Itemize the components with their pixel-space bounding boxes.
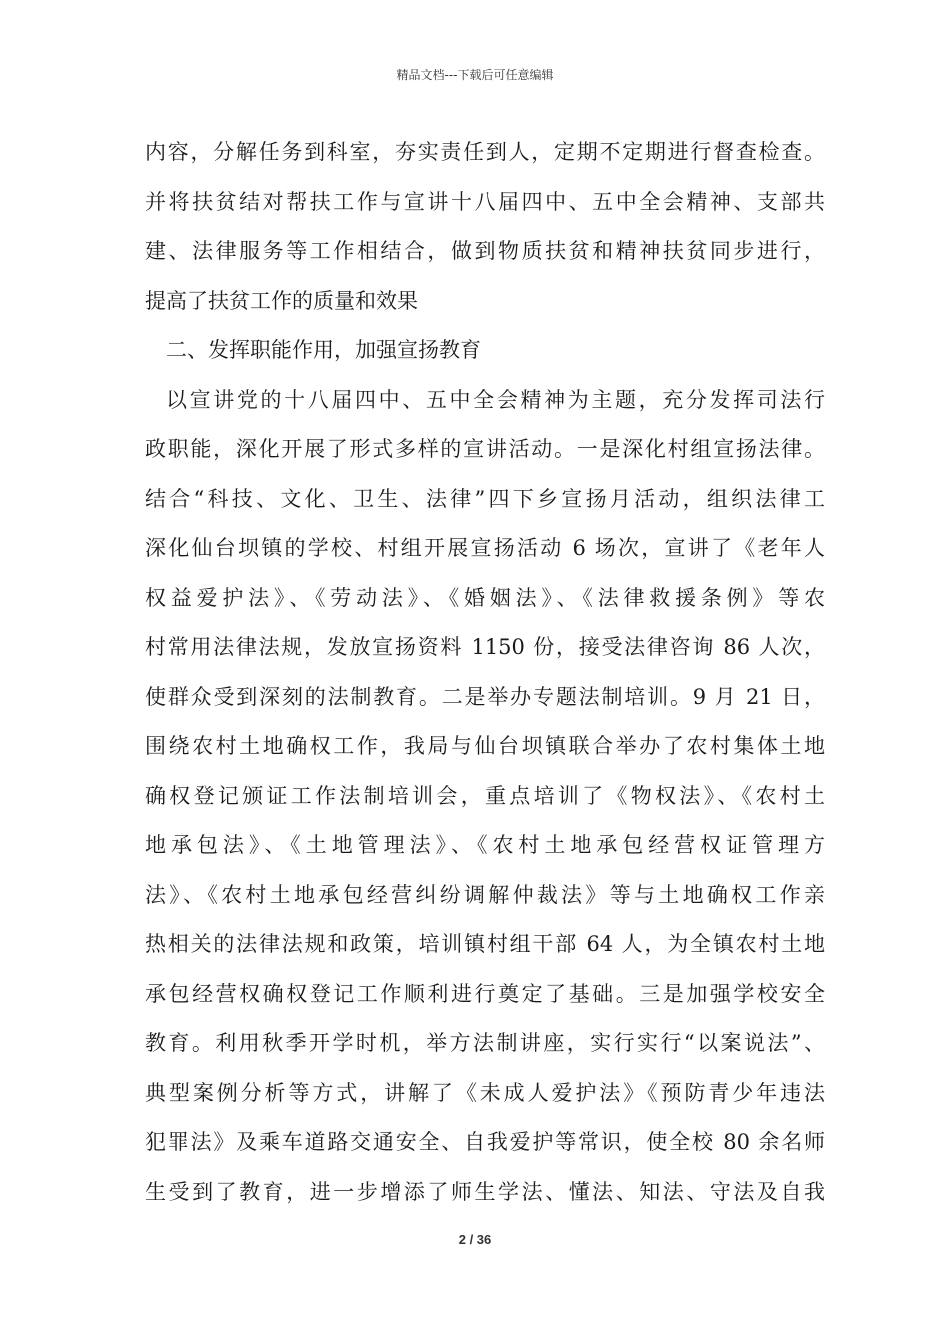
text-line: 法》、《农村土地承包经营纠纷调解仲裁法》等与土地确权工作亲 <box>145 882 825 907</box>
page-header: 精品文档---下载后可任意编辑 <box>396 68 554 82</box>
text-line: 地承包法》、《土地管理法》、《农村土地承包经营权证管理方 <box>145 833 825 857</box>
text-line: 政职能，深化开展了形式多样的宣讲活动。一是深化村组宣扬法律。 <box>145 437 825 461</box>
text-line: 并将扶贫结对帮扶工作与宣讲十八届四中、五中全会精神、支部共 <box>145 189 825 214</box>
text-line: 承包经营权确权登记工作顺利进行奠定了基础。三是加强学校安全 <box>145 981 825 1006</box>
document-body <box>145 128 825 1217</box>
text-line: 生受到了教育，进一步增添了师生学法、懂法、知法、守法及自我 <box>145 1179 825 1204</box>
text-line: 以宣讲党的十八届四中、五中全会精神为主题，充分发挥司法行 <box>166 387 825 412</box>
text-line: 热相关的法律法规和政策，培训镇村组干部 64 人，为全镇农村土地 <box>145 932 825 956</box>
text-line: 使群众受到深刻的法制教育。二是举办专题法制培训。9 月 21 日， <box>145 684 825 709</box>
text-line: 犯罪法》及乘车道路交通安全、自我爱护等常识，使全校 80 余名师 <box>145 1130 825 1154</box>
text-line: 结合“科技、文化、卫生、法律”四下乡宣扬月活动，组织法律工 <box>145 486 825 511</box>
text-line: 围绕农村土地确权工作，我局与仙台坝镇联合举办了农村集体土地 <box>145 734 825 758</box>
text-line: 典型案例分析等方式，讲解了《未成人爱护法》《预防青少年违法 <box>145 1080 825 1105</box>
page-number: 2 / 36 <box>458 1232 492 1247</box>
text-line: 村常用法律法规，发放宣扬资料 1150 份，接受法律咨询 86 人次， <box>145 635 825 659</box>
section-heading: 二、发挥职能作用，加强宣扬教育 <box>166 338 481 362</box>
text-line: 建、法律服务等工作相结合，做到物质扶贫和精神扶贫同步进行， <box>145 239 825 263</box>
text-line: 教育。利用秋季开学时机，举方法制讲座，实行实行“以案说法”、 <box>145 1031 825 1055</box>
text-line: 深化仙台坝镇的学校、村组开展宣扬活动 6 场次，宣讲了《老年人 <box>145 536 825 560</box>
text-line: 提高了扶贫工作的质量和效果 <box>145 288 418 313</box>
text-line: 权益爱护法》、《劳动法》、《婚姻法》、《法律救援条例》等农 <box>145 585 825 610</box>
text-line: 内容，分解任务到科室，夯实责任到人，定期不定期进行督查检查。 <box>145 140 825 164</box>
text-line: 确权登记颁证工作法制培训会，重点培训了《物权法》、《农村土 <box>145 783 825 808</box>
